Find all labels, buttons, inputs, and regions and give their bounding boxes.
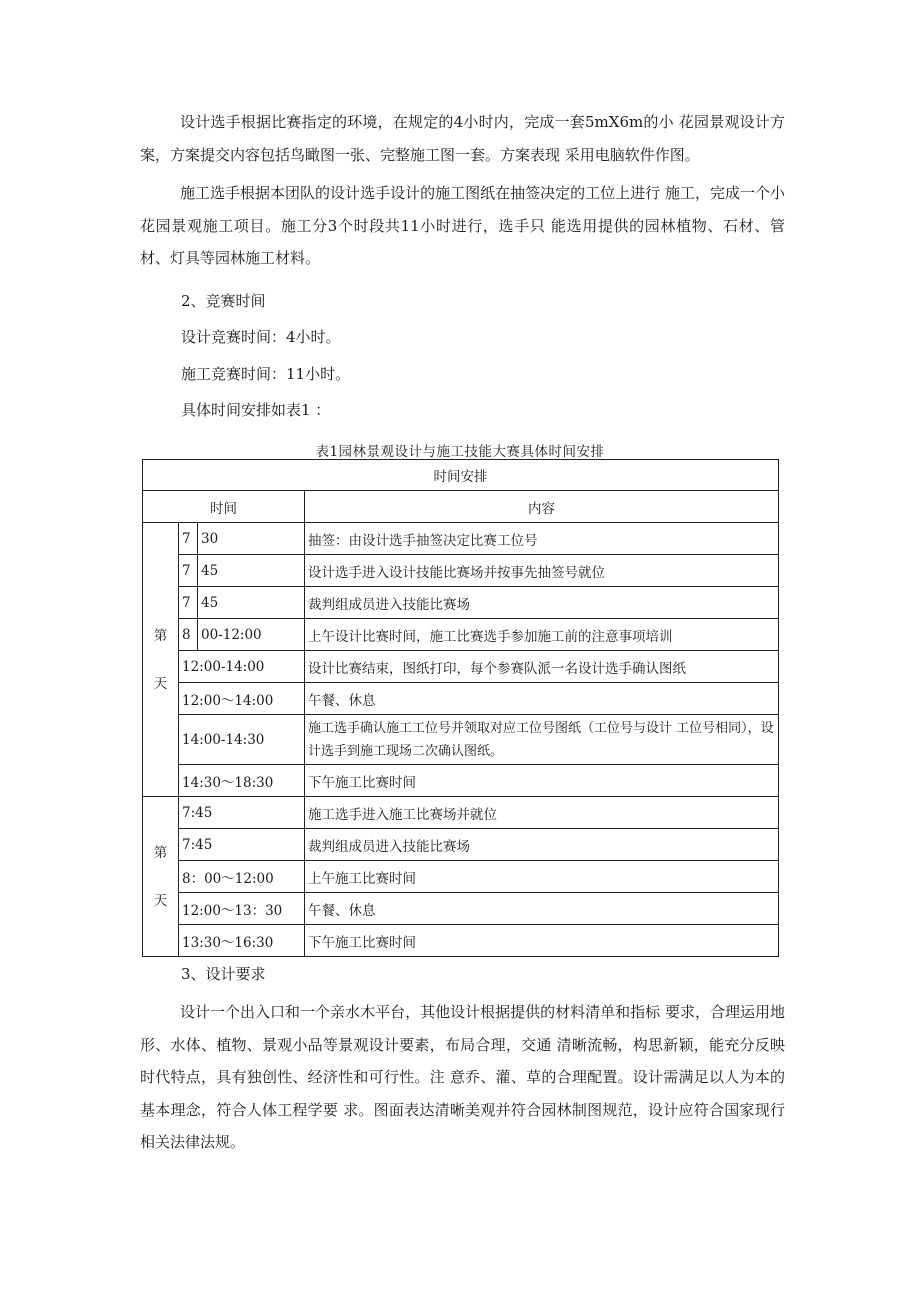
time-cell: 12:00～13：30 bbox=[179, 893, 305, 925]
intro-paragraph-design: 设计选手根据比赛指定的环境，在规定的4小时内，完成一套5mX6m的小 花园景观设计方案，方案提交内容包括鸟瞰图一张、完整施工图一套。方案表现 采用电脑软件作图。 bbox=[140, 113, 785, 164]
header-content: 内容 bbox=[305, 491, 779, 523]
content-cell: 抽签：由设计选手抽签决定比赛工位号 bbox=[305, 523, 779, 555]
content-cell: 上午施工比赛时间 bbox=[305, 861, 779, 893]
schedule-table bbox=[142, 459, 779, 957]
table-row bbox=[143, 619, 779, 651]
content-cell: 午餐、休息 bbox=[305, 893, 779, 925]
design-requirements-paragraph: 设计一个出入口和一个亲水木平台，其他设计根据提供的材料清单和指标 要求，合理运用地形、水体、植物、景观小品等景观设计要素，布局合理，交通 清晰流畅，构思新颖，能充分反映时代特点，具有独创性、经济性和可行性。注 意乔、灌、草的合理配置。设计需满足以人为本的基本理念，符合人体工程学要 求。图面表达清晰美观并符合园林制图规范，设计应符合国家现行相关法律法规。 bbox=[140, 1003, 785, 1151]
day1-label: 第 天 bbox=[143, 523, 179, 797]
table-header-row bbox=[143, 491, 779, 523]
time-cell: 12:00～14:00 bbox=[179, 683, 305, 715]
table-row bbox=[143, 893, 779, 925]
content-cell: 施工选手进入施工比赛场并就位 bbox=[305, 797, 779, 829]
content-cell: 裁判组成员进入技能比赛场 bbox=[305, 587, 779, 619]
hour-cell: 7 bbox=[179, 523, 198, 555]
header-time: 时间 bbox=[143, 491, 305, 523]
section-heading-competition-time: 2、竞赛时间 bbox=[181, 292, 266, 310]
table-row bbox=[143, 555, 779, 587]
table-row bbox=[143, 683, 779, 715]
content-cell: 下午施工比赛时间 bbox=[305, 765, 779, 797]
content-cell: 设计选手进入设计技能比赛场并按事先抽签号就位 bbox=[305, 555, 779, 587]
table-row bbox=[143, 925, 779, 957]
content-cell: 设计比赛结束，图纸打印，每个参赛队派一名设计选手确认图纸 bbox=[305, 651, 779, 683]
content-cell: 午餐、休息 bbox=[305, 683, 779, 715]
time-cell: 7:45 bbox=[179, 829, 305, 861]
minute-cell: 30 bbox=[198, 523, 305, 555]
schedule-reference-line: 具体时间安排如表1 ： bbox=[181, 401, 331, 419]
table-row bbox=[143, 715, 779, 765]
table-row bbox=[143, 797, 779, 829]
time-cell: 14:00-14:30 bbox=[179, 715, 305, 765]
content-cell: 下午施工比赛时间 bbox=[305, 925, 779, 957]
table-row bbox=[143, 523, 779, 555]
minute-cell: 45 bbox=[198, 555, 305, 587]
content-cell: 裁判组成员进入技能比赛场 bbox=[305, 829, 779, 861]
content-cell: 上午设计比赛时间，施工比赛选手参加施工前的注意事项培训 bbox=[305, 619, 779, 651]
time-cell: 13:30～16:30 bbox=[179, 925, 305, 957]
time-cell: 12:00-14:00 bbox=[179, 651, 305, 683]
section-heading-design-requirements: 3、设计要求 bbox=[181, 965, 266, 983]
design-time-line: 设计竞赛时间：4小时。 bbox=[181, 328, 341, 346]
time-cell: 7:45 bbox=[179, 797, 305, 829]
table-caption: 表1园林景观设计与施工技能大赛具体时间安排 bbox=[315, 444, 605, 460]
content-cell: 施工选手确认施工工位号并领取对应工位号图纸（工位号与设计 工位号相同），设计选手到施工现场二次确认图纸。 bbox=[305, 715, 779, 765]
day2-label: 第 天 bbox=[143, 797, 179, 957]
table-row bbox=[143, 861, 779, 893]
table-row bbox=[143, 765, 779, 797]
intro-paragraph-construction: 施工选手根据本团队的设计选手设计的施工图纸在抽签决定的工位上进行 施工，完成一个小花园景观施工项目。施工分3个时段共11小时进行，选手只 能选用提供的园林植物、石材、管材、灯具等园林施工材料。 bbox=[140, 184, 785, 267]
table-row bbox=[143, 587, 779, 619]
minute-cell: 45 bbox=[198, 587, 305, 619]
hour-cell: 8 bbox=[179, 619, 198, 651]
time-cell: 8：00～12:00 bbox=[179, 861, 305, 893]
table-title-row bbox=[143, 460, 779, 491]
table-title: 时间安排 bbox=[143, 460, 779, 491]
time-cell: 14:30～18:30 bbox=[179, 765, 305, 797]
table-row bbox=[143, 651, 779, 683]
hour-cell: 7 bbox=[179, 555, 198, 587]
minute-cell: 00-12:00 bbox=[198, 619, 305, 651]
hour-cell: 7 bbox=[179, 587, 198, 619]
table-row bbox=[143, 829, 779, 861]
build-time-line: 施工竞赛时间：11小时。 bbox=[181, 365, 351, 383]
